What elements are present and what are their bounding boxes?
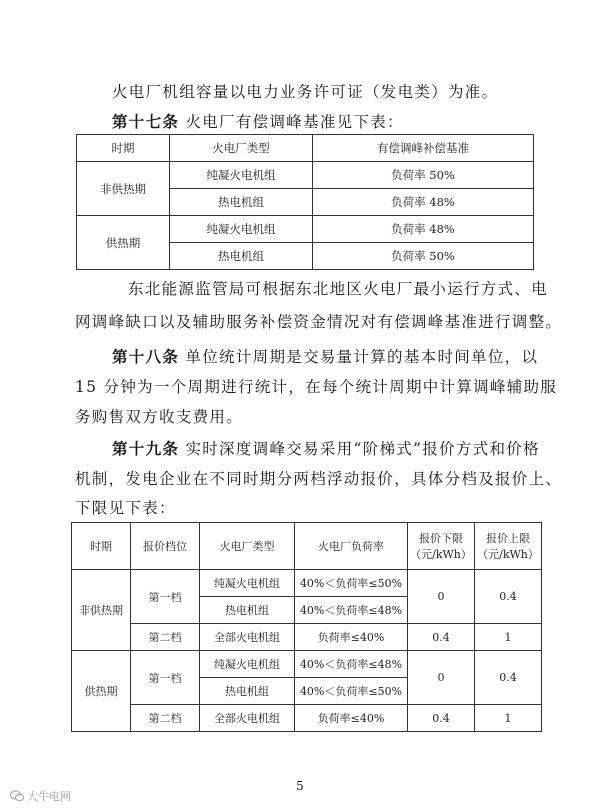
article-19-text: 实时深度调峰交易采用“阶梯式”报价方式和价格 xyxy=(185,440,540,458)
header-cell: 报价上限 （元/kWh） xyxy=(475,523,542,570)
header-cell: 时期 xyxy=(72,523,131,570)
baseline-cell: 负荷率 48% xyxy=(313,189,534,216)
tier-cell: 第一档 xyxy=(131,651,200,705)
header-cell: 报价档位 xyxy=(131,523,200,570)
table-peak-shaving-baseline xyxy=(76,134,534,270)
watermark xyxy=(10,788,71,804)
article-19 xyxy=(112,437,540,459)
article-18-l2: 15 分钟为一个周期进行统计，在每个统计周期中计算调峰辅助服 xyxy=(75,378,558,396)
tier-cell: 第一档 xyxy=(131,570,200,624)
table-row xyxy=(77,162,534,189)
article-17 xyxy=(112,110,404,132)
baseline-cell: 负荷率 50% xyxy=(313,243,534,270)
table-header-row xyxy=(77,135,534,162)
unit-type-cell: 纯凝火电机组 xyxy=(200,570,295,597)
unit-type-cell: 热电机组 xyxy=(170,189,313,216)
header-cell: 火电厂类型 xyxy=(200,523,295,570)
header-cell: 火电厂负荷率 xyxy=(295,523,408,570)
article-19-l2: 机制，发电企业在不同时期分两档浮动报价，具体分档及报价上、 xyxy=(75,470,563,488)
load-rate-cell: 40%＜负荷率≤50% xyxy=(295,678,408,705)
price-lower-cell: 0.4 xyxy=(408,705,475,732)
table-header-row xyxy=(72,523,542,570)
price-lower-cell: 0.4 xyxy=(408,624,475,651)
unit-type-cell: 热电机组 xyxy=(170,243,313,270)
price-upper-cell: 0.4 xyxy=(475,570,542,624)
article-18 xyxy=(112,345,538,367)
table-row xyxy=(77,216,534,243)
load-rate-cell: 40%＜负荷率≤48% xyxy=(295,651,408,678)
baseline-cell: 负荷率 48% xyxy=(313,216,534,243)
unit-type-cell: 全部火电机组 xyxy=(200,624,295,651)
paragraph-capacity: 火电厂机组容量以电力业务许可证（发电类）为准。 xyxy=(112,83,499,101)
unit-type-cell: 热电机组 xyxy=(200,678,295,705)
load-rate-cell: 40%＜负荷率≤48% xyxy=(295,597,408,624)
table-tiered-pricing xyxy=(71,522,542,732)
header-cell: 时期 xyxy=(77,135,170,162)
article-19-l3: 下限见下表： xyxy=(75,499,176,517)
tier-cell: 第二档 xyxy=(131,705,200,732)
article-18-l3: 务购售双方收支费用。 xyxy=(75,408,244,426)
load-rate-cell: 负荷率≤40% xyxy=(295,705,408,732)
article-17-text: 火电厂有偿调峰基准见下表： xyxy=(185,113,404,131)
unit-type-cell: 纯凝火电机组 xyxy=(200,651,295,678)
table-row xyxy=(72,651,542,678)
header-cell: 火电厂类型 xyxy=(170,135,313,162)
price-upper-cell: 1 xyxy=(475,705,542,732)
header-cell: 有偿调峰补偿基准 xyxy=(313,135,534,162)
table-row xyxy=(72,705,542,732)
price-lower-cell: 0 xyxy=(408,570,475,624)
article-18-text: 单位统计周期是交易量计算的基本时间单位，以 xyxy=(185,348,539,366)
period-cell: 非供热期 xyxy=(77,162,170,216)
price-upper-cell: 1 xyxy=(475,624,542,651)
page-number: 5 xyxy=(296,779,304,793)
period-cell: 供热期 xyxy=(77,216,170,270)
table-row xyxy=(72,570,542,597)
header-cell: 报价下限 （元/kWh） xyxy=(408,523,475,570)
period-cell: 供热期 xyxy=(72,651,131,732)
unit-type-cell: 纯凝火电机组 xyxy=(170,162,313,189)
article-18-heading: 第十八条 xyxy=(112,347,180,366)
unit-type-cell: 热电机组 xyxy=(200,597,295,624)
load-rate-cell: 负荷率≤40% xyxy=(295,624,408,651)
table-row xyxy=(72,624,542,651)
baseline-cell: 负荷率 50% xyxy=(313,162,534,189)
price-lower-cell: 0 xyxy=(408,651,475,705)
wechat-icon xyxy=(10,790,24,802)
tier-cell: 第二档 xyxy=(131,624,200,651)
article-19-heading: 第十九条 xyxy=(112,439,180,458)
unit-type-cell: 纯凝火电机组 xyxy=(170,216,313,243)
load-rate-cell: 40%＜负荷率≤50% xyxy=(295,570,408,597)
watermark-text: 大牛电网 xyxy=(27,790,71,803)
paragraph-adjustment-l2: 网调峰缺口以及辅助服务补偿资金情况对有偿调峰基准进行调整。 xyxy=(75,313,563,331)
period-cell: 非供热期 xyxy=(72,570,131,651)
unit-type-cell: 全部火电机组 xyxy=(200,705,295,732)
article-17-heading: 第十七条 xyxy=(112,112,180,131)
price-upper-cell: 0.4 xyxy=(475,651,542,705)
paragraph-adjustment-l1: 东北能源监管局可根据东北地区火电厂最小运行方式、电 xyxy=(128,280,549,298)
